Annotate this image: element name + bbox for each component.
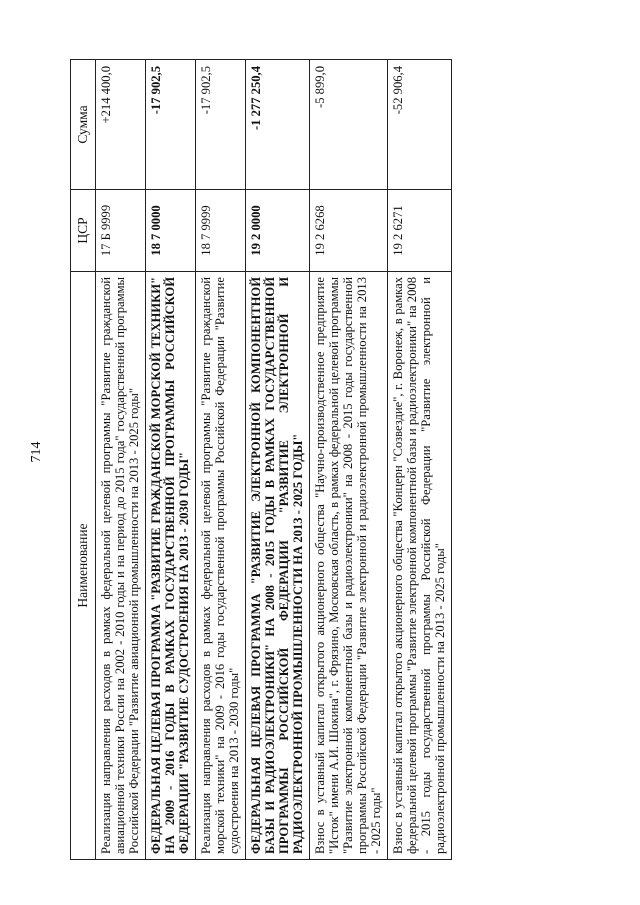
table-row — [388, 60, 452, 860]
row-code: 18 7 9999 — [196, 190, 246, 272]
table-row — [246, 60, 310, 860]
row-sum: +214 400,0 — [96, 60, 146, 190]
row-name: Реализация направления расходов в рамках федеральной целевой программы "Развитие гражданской морской техники" на 2009 - 2016 годы государственной программы Российской Федерации "Развитие судостроения на 2013 - 2030 годы" — [196, 272, 246, 860]
header-sum: Сумма — [71, 60, 96, 190]
row-code: 18 7 0000 — [146, 190, 196, 272]
row-name: Взнос в уставный капитал открытого акционерного общества "Концерн "Созвездие", г. Воронеж, в рамках федеральной целевой программы "Развитие электронной компонентной базы и радиоэлектроники" на 2008 - 2015 годы государственной программы Российской Федерации "Развитие электронной и радиоэлектронной промышленности на 2013 - 2025 годы" — [388, 272, 452, 860]
table-row — [96, 60, 146, 860]
row-sum: -52 906,4 — [388, 60, 452, 190]
row-name: ФЕДЕРАЛЬНАЯ ЦЕЛЕВАЯ ПРОГРАММА "РАЗВИТИЕ ЭЛЕКТРОННОЙ КОМПОНЕНТНОЙ БАЗЫ И РАДИОЭЛЕКТРОНИКИ" НА 2008 - 2015 ГОДЫ В РАМКАХ ГОСУДАРСТВЕННОЙ ПРОГРАММЫ РОССИЙСКОЙ ФЕДЕРАЦИИ "РАЗВИТИЕ ЭЛЕКТРОННОЙ И РАДИОЭЛЕКТРОННОЙ ПРОМЫШЛЕННОСТИ НА 2013 - 2025 ГОДЫ" — [246, 272, 310, 860]
row-name: ФЕДЕРАЛЬНАЯ ЦЕЛЕВАЯ ПРОГРАММА "РАЗВИТИЕ ГРАЖДАНСКОЙ МОРСКОЙ ТЕХНИКИ" НА 2009 - 2016 ГОДЫ В РАМКАХ ГОСУДАРСТВЕННОЙ ПРОГРАММЫ РОССИЙСКОЙ ФЕДЕРАЦИИ "РАЗВИТИЕ СУДОСТРОЕНИЯ НА 2013 - 2030 ГОДЫ" — [146, 272, 196, 860]
row-name: Реализация направления расходов в рамках федеральной целевой программы "Развитие гражданской авиационной техники России на 2002 - 2010 годы и на период до 2015 года" государственной программы Российской Федерации "Развитие авиационной промышленности на 2013 - 2025 годы" — [96, 272, 146, 860]
header-name: Наименование — [71, 272, 96, 860]
table-header-row — [71, 60, 96, 860]
header-code: ЦСР — [71, 190, 96, 272]
table-row — [310, 60, 388, 860]
row-sum: -17 902,5 — [146, 60, 196, 190]
row-sum: -5 899,0 — [310, 60, 388, 190]
row-sum: -1 277 250,4 — [246, 60, 310, 190]
row-code: 19 2 0000 — [246, 190, 310, 272]
row-code: 19 2 6268 — [310, 190, 388, 272]
row-sum: -17 902,5 — [196, 60, 246, 190]
row-name: Взнос в уставный капитал открытого акционерного общества "Научно-производственное предприятие "Исток" имени А.И. Шокина", г. Фрязино, Московская область, в рамках федеральной целевой программы "Развитие электронной компонентной базы и радиоэлектроники" на 2008 - 2015 годы государственной программы Российской Федерации "Развитие электронной и радиоэлектронной промышленности на 2013 - 2025 годы" — [310, 272, 388, 860]
page-number: 714 — [29, 441, 44, 463]
row-code: 17 Б 9999 — [96, 190, 146, 272]
rotated-page-content — [70, 60, 590, 860]
table-row — [196, 60, 246, 860]
row-code: 19 2 6271 — [388, 190, 452, 272]
table-row — [146, 60, 196, 860]
budget-table — [70, 59, 452, 860]
